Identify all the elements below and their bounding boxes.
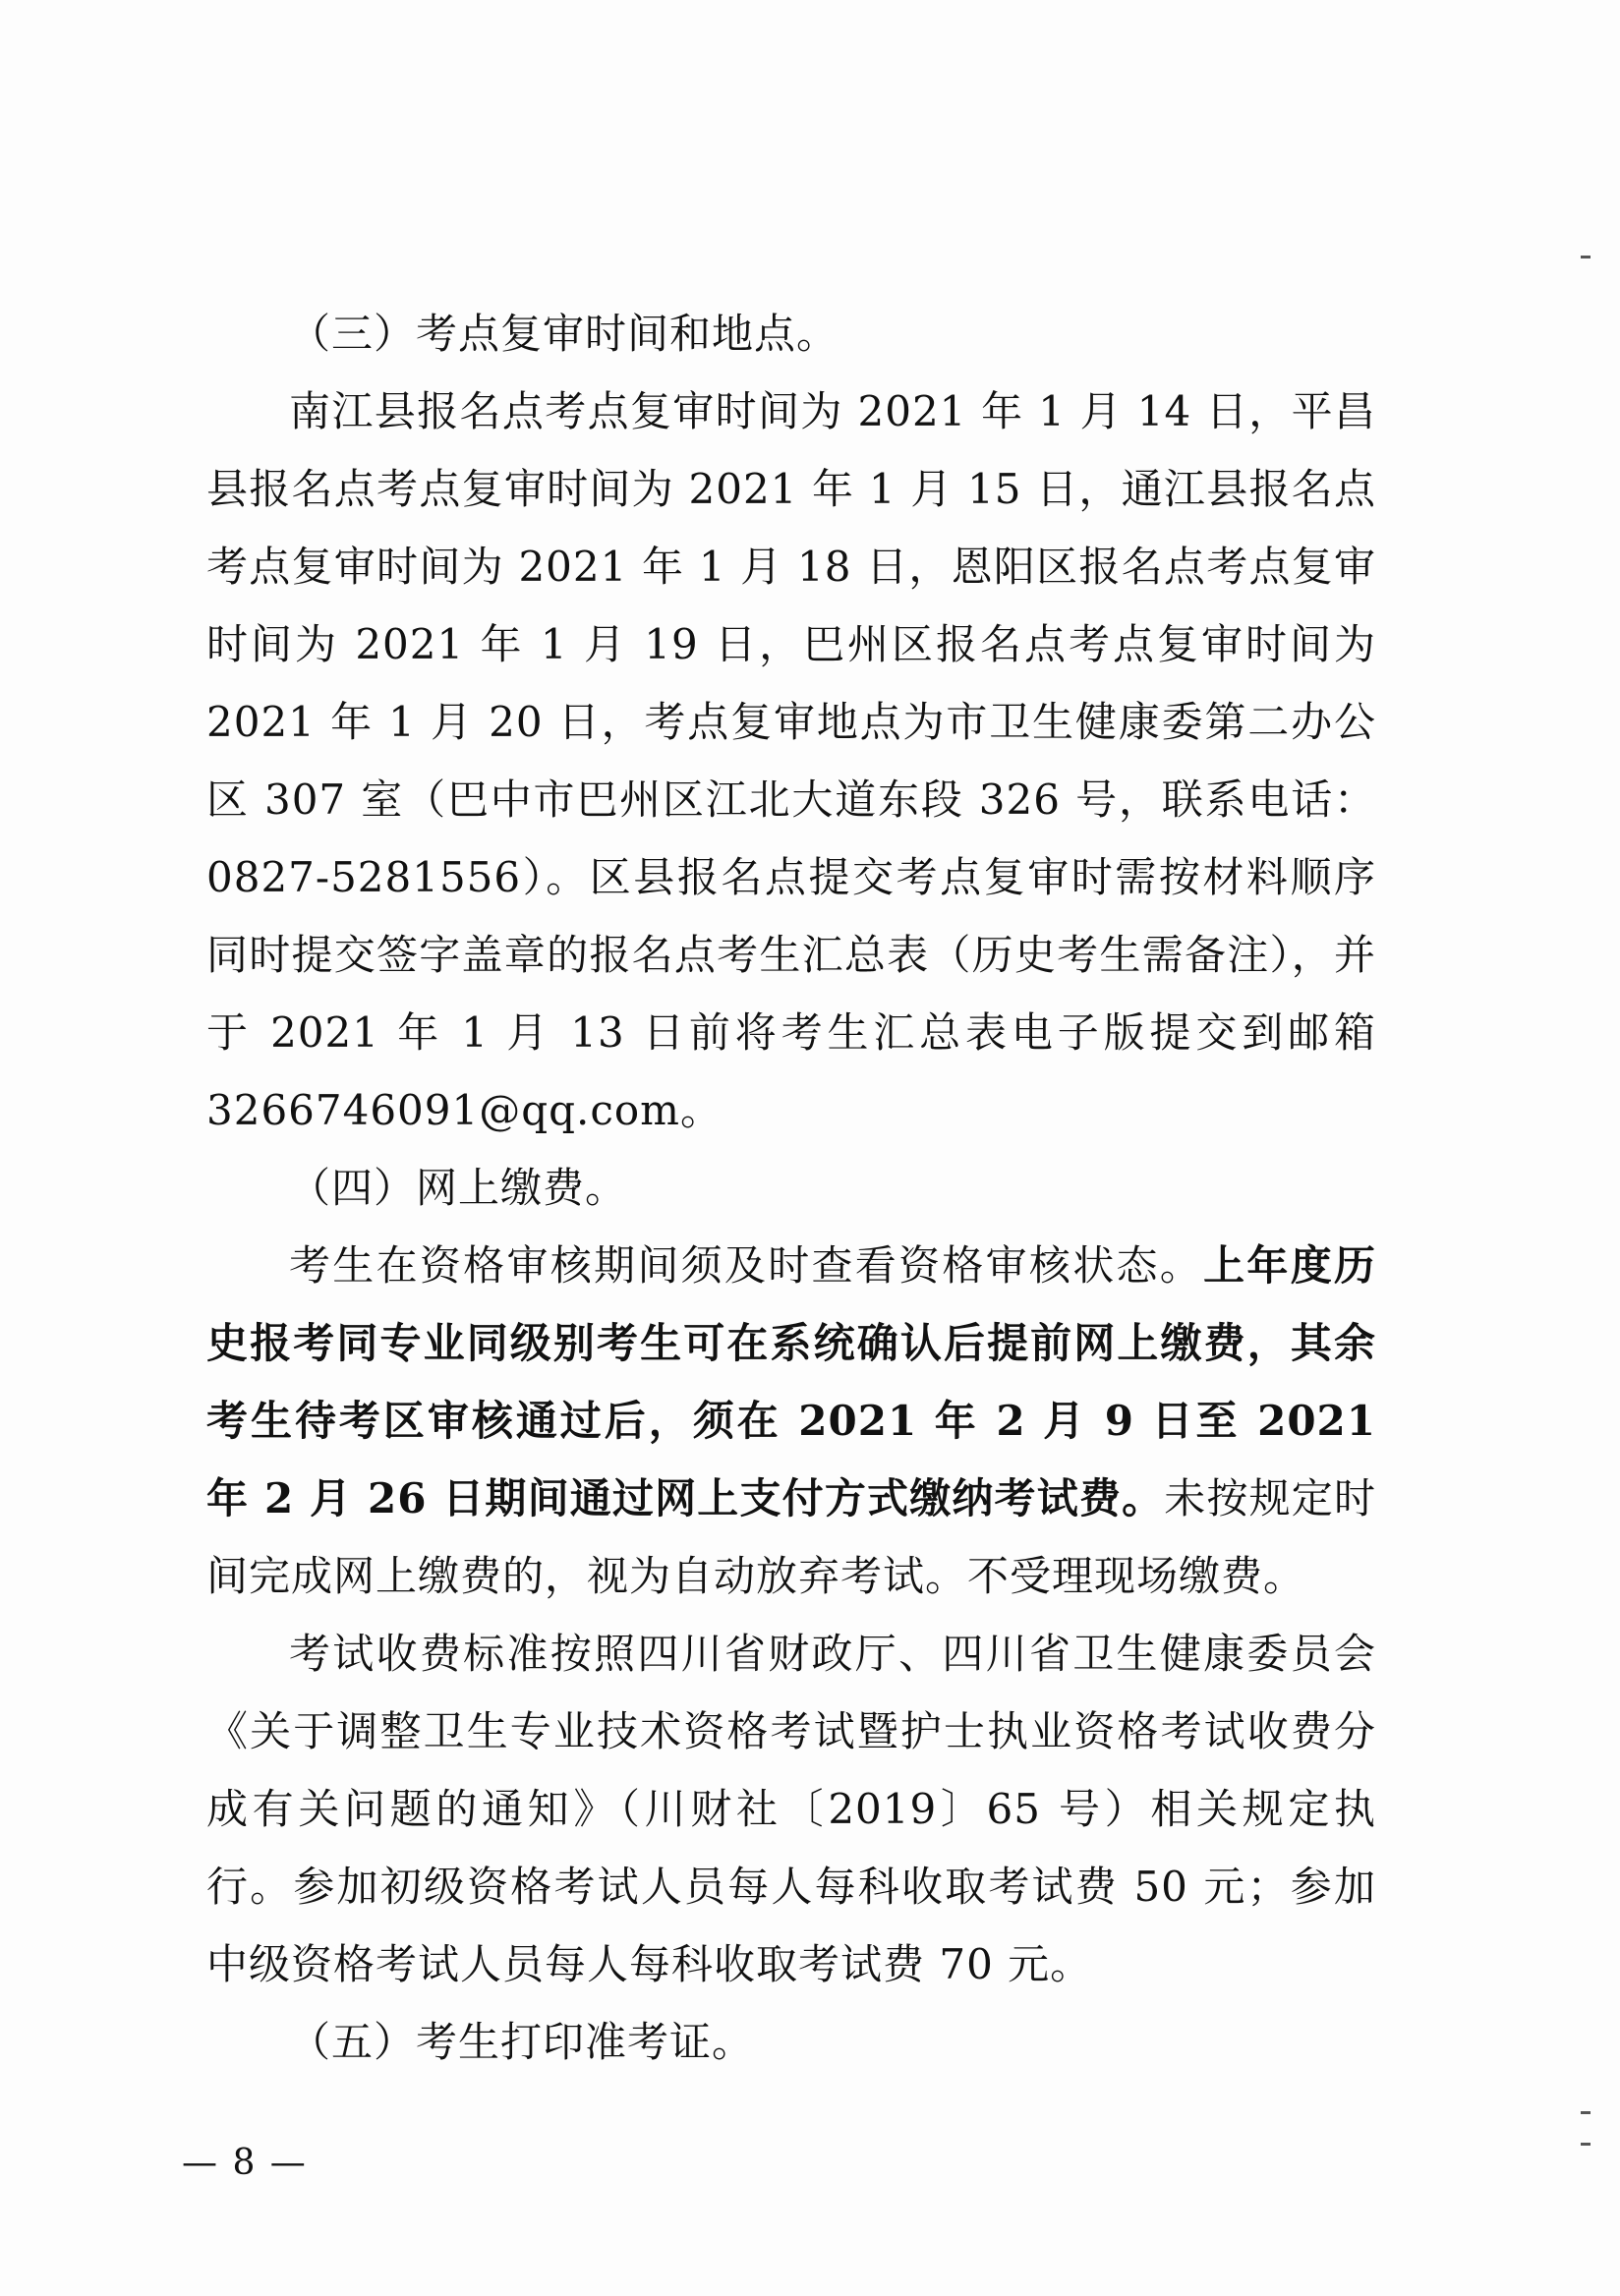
section-4-paragraph-2: 考试收费标准按照四川省财政厅、四川省卫生健康委员会《关于调整卫生专业技术资格考试暨护士执业资格考试收费分成有关问题的通知》（川财社〔2019〕65 号）相关规定执行。参加初级资格考试人员每人每科收取考试费 50 元；参加中级资格考试人员每人每科收取考试费 70 元。 <box>206 1630 1376 1988</box>
scan-edge-mark <box>1581 2111 1591 2114</box>
page-number: — 8 — <box>182 2143 308 2183</box>
section-3-heading: （三）考点复审时间和地点。 <box>289 310 839 358</box>
section-4-paragraph-1-tail: 未按规定时间完成网上缴费的，视为自动放弃考试。不受理现场缴费。 <box>206 1474 1376 1600</box>
section-3-paragraph: 南江县报名点考点复审时间为 2021 年 1 月 14 日，平昌县报名点考点复审时间为 2021 年 1 月 15 日，通江县报名点考点复审时间为 2021 年 1 月 18 日，恩阳区报名点考点复审时间为 2021 年 1 月 19 日，巴州区报名点考点复审时间为 2021 年 1 月 20 日，考点复审地点为市卫生健康委第二办公区 307 室（巴中市巴州区江北大道东段 326 号，联系电话：0827-5281556）。区县报名点提交考点复审时需按材料顺序同时提交签字盖章的报名点考生汇总表（历史考生需备注），并于 2021 年 1 月 13 日前将考生汇总表电子版提交到邮箱 3266746091@qq.com。 <box>206 387 1376 1134</box>
section-5-heading: （五）考生打印准考证。 <box>289 2018 755 2066</box>
section-4-paragraph-1-bold: 上年度历史报考同专业同级别考生可在系统确认后提前网上缴费，其余考生待考区审核通过后，须在 2021 年 2 月 9 日至 2021 年 2 月 26 日期间通过网上支付方式缴纳考试费。 <box>206 1241 1376 1522</box>
section-4-paragraph-1 <box>206 1227 1376 1615</box>
section-4-heading: （四）网上缴费。 <box>289 1164 628 1212</box>
scan-edge-mark <box>1581 2143 1591 2146</box>
section-4-paragraph-1-lead: 考生在资格审核期间须及时查看资格审核状态。 <box>289 1241 1204 1290</box>
scan-edge-mark <box>1581 256 1591 258</box>
document-body <box>206 295 1376 2081</box>
